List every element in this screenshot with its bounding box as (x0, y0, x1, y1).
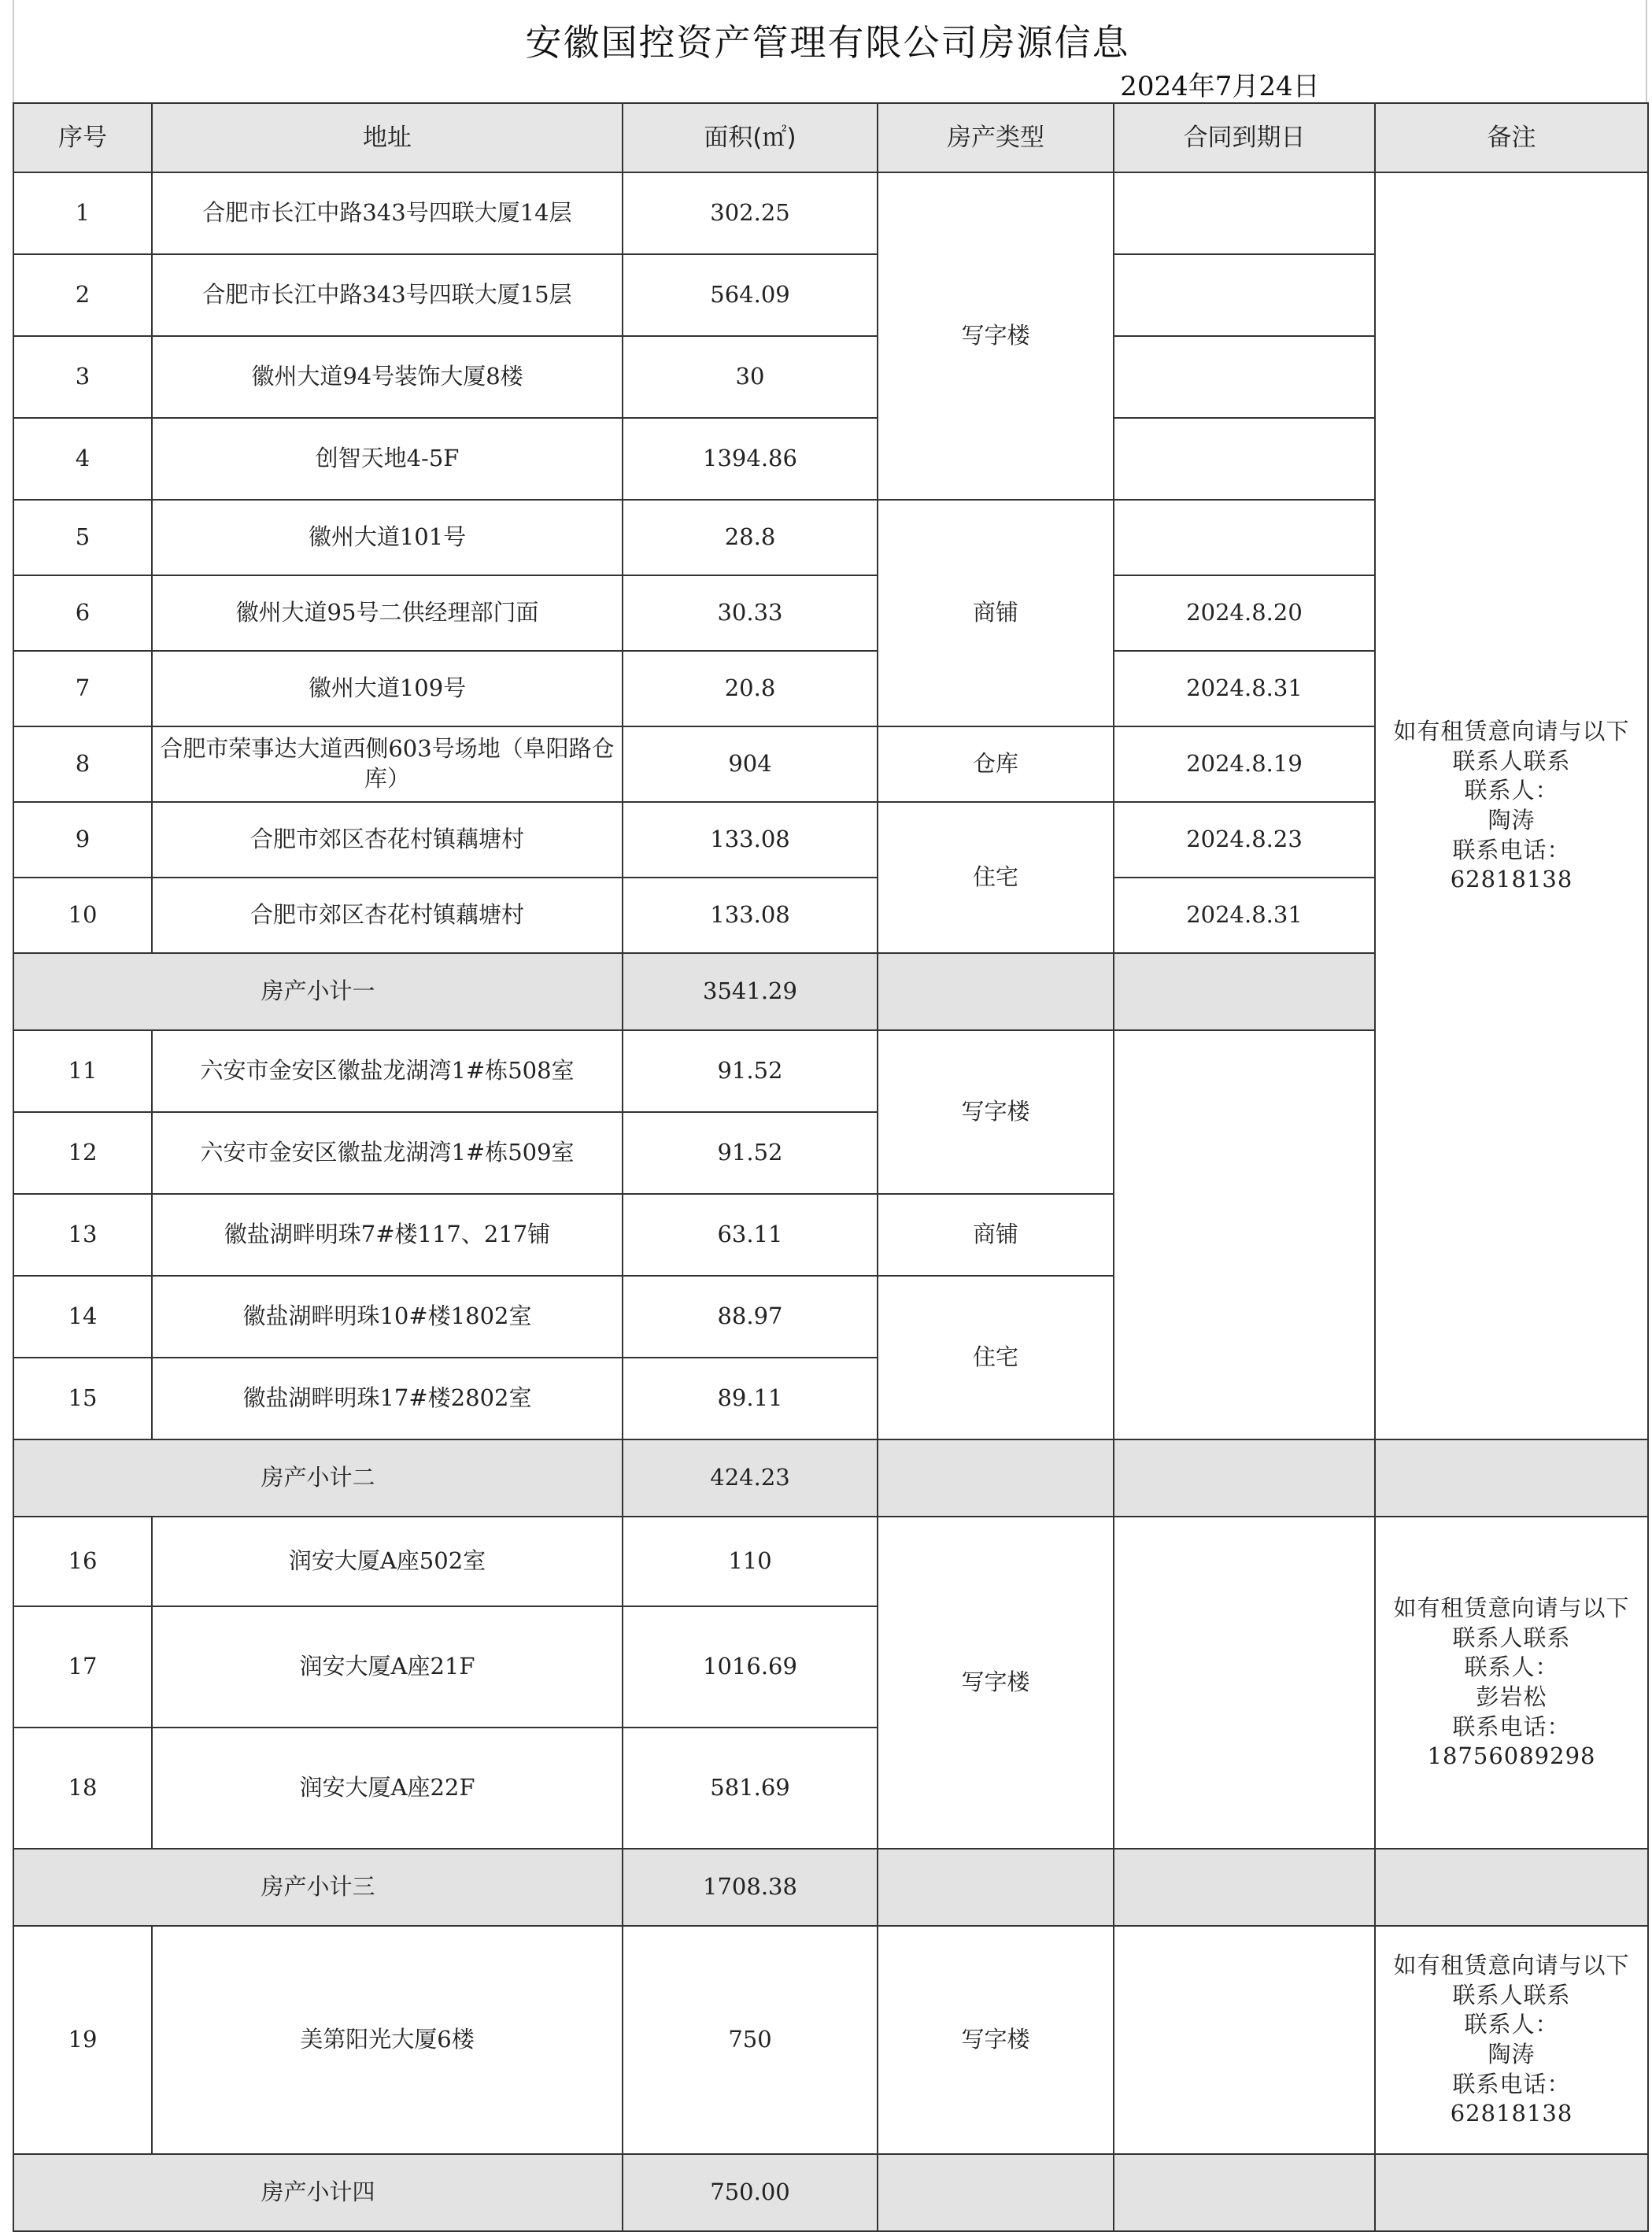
remark-line: 联系人： (1464, 1654, 1559, 1681)
row-address: 润安大厦A座21F (152, 1606, 623, 1728)
row-area: 63.11 (623, 1194, 878, 1276)
row-no: 14 (13, 1276, 152, 1358)
row-address: 徽盐湖畔明珠7#楼117、217铺 (152, 1194, 623, 1276)
subtotal-area: 3541.29 (623, 953, 878, 1030)
table-row (13, 172, 1648, 254)
row-no: 4 (13, 418, 152, 500)
row-type-office: 写字楼 (878, 1926, 1114, 2154)
remark-line: 如有租赁意向请与以下 (1393, 1594, 1630, 1621)
row-expiry: 2024.8.31 (1114, 651, 1375, 726)
row-no: 15 (13, 1358, 152, 1439)
row-no: 7 (13, 651, 152, 726)
subtotal-empty (1375, 2154, 1648, 2231)
remark-contact-phone: 62818138 (1450, 2100, 1573, 2127)
row-no: 9 (13, 802, 152, 878)
row-address: 徽州大道109号 (152, 651, 623, 726)
remark-line: 联系电话： (1452, 836, 1571, 863)
row-area: 133.08 (623, 878, 878, 953)
row-address: 合肥市郊区杏花村镇藕塘村 (152, 802, 623, 878)
row-address: 徽盐湖畔明珠17#楼2802室 (152, 1358, 623, 1439)
row-expiry (1114, 172, 1375, 254)
row-expiry: 2024.8.23 (1114, 802, 1375, 878)
row-type-office: 写字楼 (878, 1517, 1114, 1849)
row-expiry (1114, 1926, 1375, 2154)
row-no: 5 (13, 500, 152, 575)
row-area: 89.11 (623, 1358, 878, 1439)
subtotal-empty (878, 1849, 1114, 1926)
row-address: 徽州大道94号装饰大厦8楼 (152, 336, 623, 418)
subtotal-empty (1114, 1849, 1375, 1926)
row-area: 1016.69 (623, 1606, 878, 1728)
report-date: 2024年7月24日 (1120, 71, 1320, 102)
row-no: 10 (13, 878, 152, 953)
header-address: 地址 (152, 103, 623, 172)
row-area: 88.97 (623, 1276, 878, 1358)
remark-contact-name: 彭岩松 (1476, 1683, 1547, 1710)
row-expiry: 2024.8.19 (1114, 726, 1375, 802)
subtotal-empty (878, 2154, 1114, 2231)
row-type-shop: 商铺 (878, 500, 1114, 726)
row-area: 110 (623, 1517, 878, 1606)
row-expiry: 2024.8.31 (1114, 878, 1375, 953)
row-no: 3 (13, 336, 152, 418)
row-area: 564.09 (623, 254, 878, 336)
subtotal-empty (1375, 1849, 1648, 1926)
row-address: 徽州大道95号二供经理部门面 (152, 575, 623, 651)
row-area: 302.25 (623, 172, 878, 254)
row-type-office: 写字楼 (878, 1030, 1114, 1194)
row-area: 750 (623, 1926, 878, 2154)
subtotal-row (13, 1439, 1648, 1517)
remark-line: 联系电话： (1452, 2070, 1571, 2097)
subtotal-row (13, 2154, 1648, 2231)
row-expiry (1114, 418, 1375, 500)
row-address: 润安大厦A座502室 (152, 1517, 623, 1606)
table-row (13, 1926, 1648, 2154)
row-type-residential: 住宅 (878, 1276, 1114, 1439)
row-area: 91.52 (623, 1112, 878, 1194)
row-address: 六安市金安区徽盐龙湖湾1#栋509室 (152, 1112, 623, 1194)
row-address: 合肥市长江中路343号四联大厦14层 (152, 172, 623, 254)
remark-contact-name: 陶涛 (1488, 807, 1536, 833)
remark-line: 如有租赁意向请与以下 (1393, 1951, 1630, 1979)
row-area: 20.8 (623, 651, 878, 726)
remark-contact-2 (1375, 1517, 1648, 1849)
row-address: 美第阳光大厦6楼 (152, 1926, 623, 2154)
row-area: 91.52 (623, 1030, 878, 1112)
remark-line: 联系人联系 (1452, 1624, 1571, 1651)
subtotal-empty (878, 953, 1114, 1030)
row-no: 1 (13, 172, 152, 254)
row-area: 904 (623, 726, 878, 802)
row-address: 六安市金安区徽盐龙湖湾1#栋508室 (152, 1030, 623, 1112)
remark-line: 联系人联系 (1452, 747, 1571, 774)
subtotal-area: 1708.38 (623, 1849, 878, 1926)
row-expiry (1114, 1517, 1375, 1849)
subtotal-label: 房产小计二 (13, 1439, 623, 1517)
row-expiry (1114, 1030, 1375, 1439)
row-area: 30.33 (623, 575, 878, 651)
subtotal-label: 房产小计四 (13, 2154, 623, 2231)
row-expiry: 2024.8.20 (1114, 575, 1375, 651)
remark-line: 联系人： (1464, 2011, 1559, 2038)
subtotal-empty (1375, 1439, 1648, 1517)
row-no: 6 (13, 575, 152, 651)
subtotal-label: 房产小计三 (13, 1849, 623, 1926)
row-type-shop: 商铺 (878, 1194, 1114, 1276)
header-remark: 备注 (1375, 103, 1648, 172)
row-area: 133.08 (623, 802, 878, 878)
remark-line: 如有租赁意向请与以下 (1393, 717, 1630, 745)
row-address: 合肥市郊区杏花村镇藕塘村 (152, 878, 623, 953)
row-no: 8 (13, 726, 152, 802)
row-no: 17 (13, 1606, 152, 1728)
remark-line: 联系人： (1464, 777, 1559, 804)
row-no: 13 (13, 1194, 152, 1276)
remark-contact-name: 陶涛 (1488, 2041, 1536, 2068)
remark-contact-phone: 62818138 (1450, 866, 1573, 893)
row-expiry (1114, 254, 1375, 336)
header-no: 序号 (13, 103, 152, 172)
row-address: 创智天地4-5F (152, 418, 623, 500)
subtotal-row (13, 1849, 1648, 1926)
remark-contact-phone: 18756089298 (1427, 1742, 1596, 1770)
subtotal-area: 424.23 (623, 1439, 878, 1517)
header-type: 房产类型 (878, 103, 1114, 172)
row-address: 合肥市长江中路343号四联大厦15层 (152, 254, 623, 336)
row-address: 徽盐湖畔明珠10#楼1802室 (152, 1276, 623, 1358)
row-no: 2 (13, 254, 152, 336)
header-expiry: 合同到期日 (1114, 103, 1375, 172)
subtotal-label: 房产小计一 (13, 953, 623, 1030)
row-type-office: 写字楼 (878, 172, 1114, 500)
property-table (13, 102, 1649, 2232)
subtotal-area: 750.00 (623, 2154, 878, 2231)
remark-line: 联系人联系 (1452, 1981, 1571, 2008)
header-row (13, 103, 1648, 172)
row-no: 18 (13, 1728, 152, 1849)
row-area: 581.69 (623, 1728, 878, 1849)
row-address: 徽州大道101号 (152, 500, 623, 575)
row-area: 30 (623, 336, 878, 418)
subtotal-empty (1114, 1439, 1375, 1517)
row-expiry (1114, 500, 1375, 575)
header-area: 面积(㎡) (623, 103, 878, 172)
page-title: 安徽国控资产管理有限公司房源信息 (525, 21, 1130, 64)
row-address: 润安大厦A座22F (152, 1728, 623, 1849)
row-type-warehouse: 仓库 (878, 726, 1114, 802)
row-expiry (1114, 336, 1375, 418)
table-row (13, 1517, 1648, 1606)
remark-line: 联系电话： (1452, 1713, 1571, 1740)
row-area: 28.8 (623, 500, 878, 575)
row-address: 合肥市荣事达大道西侧603号场地（阜阳路仓库） (152, 726, 623, 802)
remark-contact-3 (1375, 1926, 1648, 2154)
row-no: 12 (13, 1112, 152, 1194)
row-no: 19 (13, 1926, 152, 2154)
subtotal-empty (1114, 2154, 1375, 2231)
subtotal-empty (878, 1439, 1114, 1517)
row-area: 1394.86 (623, 418, 878, 500)
remark-contact-1 (1375, 172, 1648, 1439)
row-no: 11 (13, 1030, 152, 1112)
row-type-residential: 住宅 (878, 802, 1114, 953)
subtotal-empty (1114, 953, 1375, 1030)
row-no: 16 (13, 1517, 152, 1606)
